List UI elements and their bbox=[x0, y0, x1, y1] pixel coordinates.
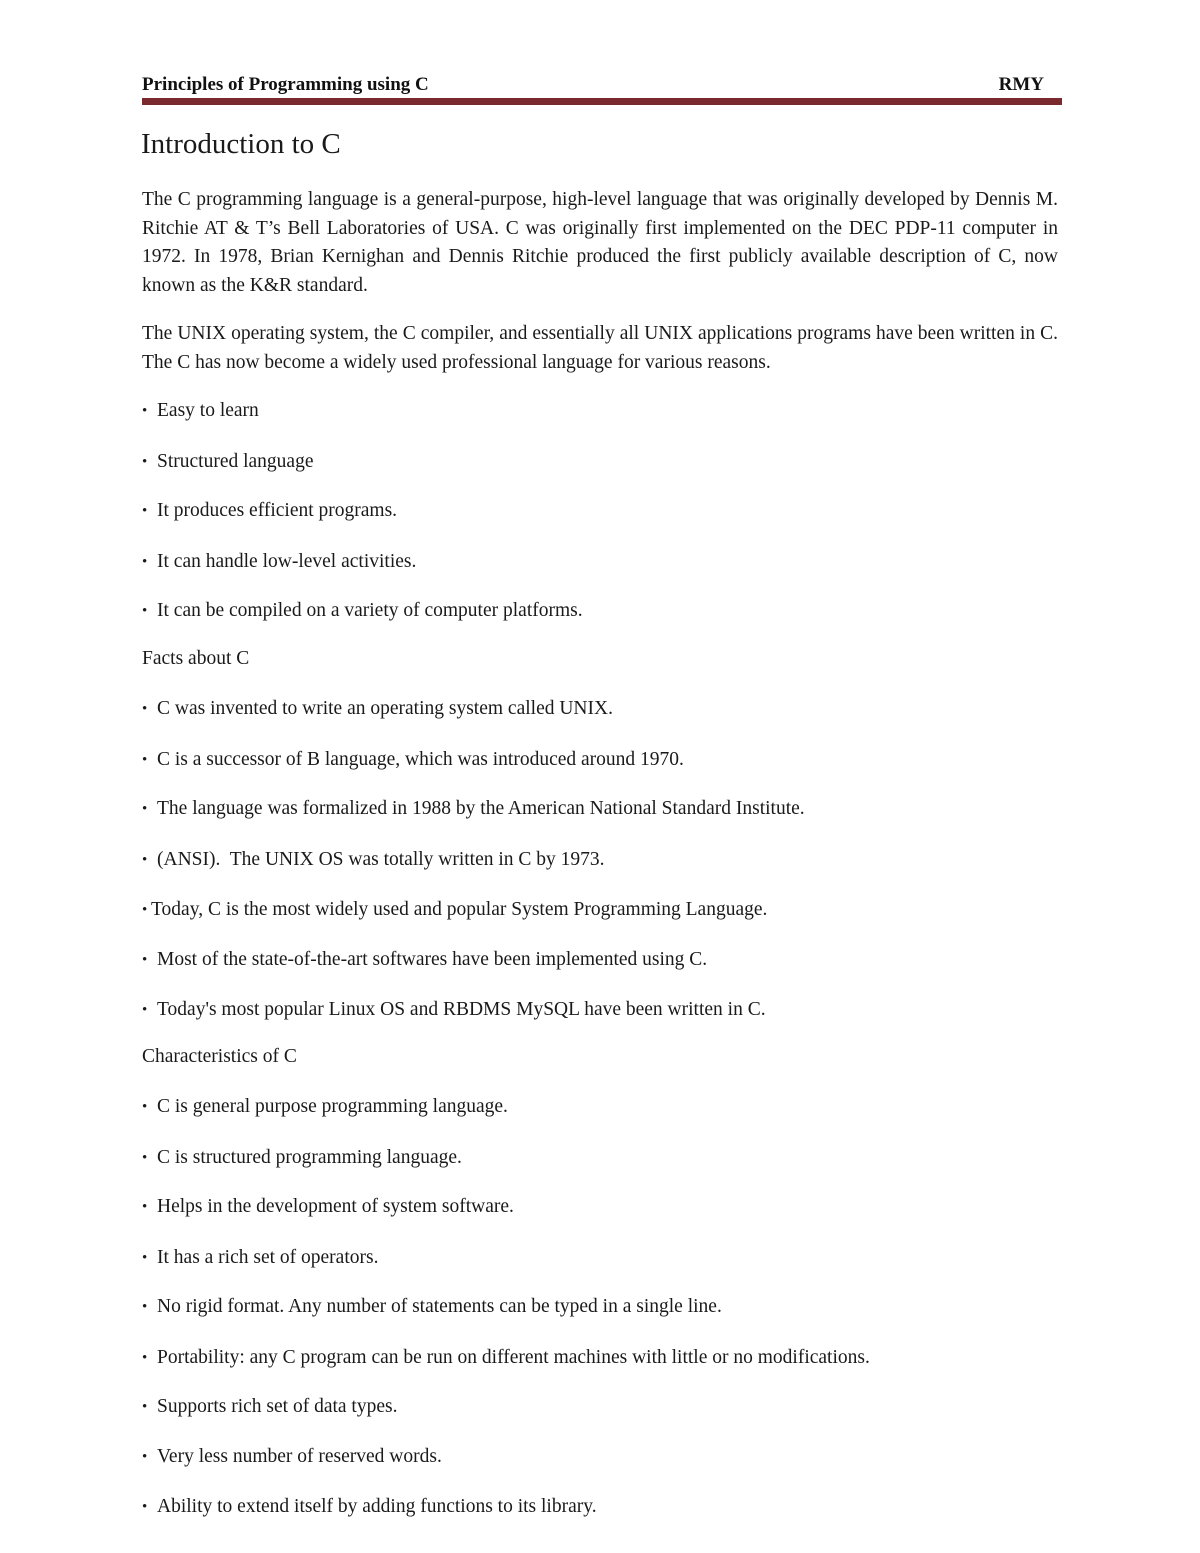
bullet-icon: • bbox=[142, 1250, 148, 1266]
list-item-text: Portability: any C program can be run on different machines with little or no modifications. bbox=[157, 1347, 870, 1368]
list-item bbox=[142, 898, 767, 922]
bullet-icon: • bbox=[142, 1150, 148, 1166]
facts-heading: Facts about C bbox=[142, 648, 250, 669]
list-item-text: Today's most popular Linux OS and RBDMS MySQL have been written in C. bbox=[157, 999, 766, 1020]
list-item bbox=[142, 399, 259, 423]
list-item-text: Very less number of reserved words. bbox=[157, 1446, 442, 1467]
list-item-text: Helps in the development of system software. bbox=[157, 1196, 514, 1217]
list-item bbox=[142, 748, 684, 772]
list-item bbox=[142, 948, 707, 972]
list-item bbox=[142, 797, 805, 821]
list-item-text: Today, C is the most widely used and popular System Programming Language. bbox=[151, 899, 768, 920]
intro-paragraph: The C programming language is a general-purpose, high-level language that was originally developed by Dennis M. Ritchie AT & T’s Bell Laboratories of USA. C was originally first implemented on the DEC PDP-11 computer in 1972. In 1978, Brian Kernighan and Dennis Ritchie produced the first publicly available description of C, now known as the K&R standard. bbox=[142, 189, 1058, 297]
unix-paragraph: The UNIX operating system, the C compiler, and essentially all UNIX applications programs have been written in C. The C has now become a widely used professional language for various reasons. bbox=[142, 323, 1058, 373]
bullet-icon: • bbox=[142, 1449, 148, 1465]
page-header bbox=[142, 72, 1060, 98]
bullet-icon: • bbox=[142, 801, 148, 817]
list-item bbox=[142, 1295, 722, 1319]
bullet-icon: • bbox=[142, 701, 148, 717]
page-title: Introduction to C bbox=[141, 128, 341, 160]
list-item-text: Supports rich set of data types. bbox=[157, 1396, 398, 1417]
bullet-icon: • bbox=[142, 1350, 148, 1366]
list-item bbox=[142, 599, 583, 623]
bullet-icon: • bbox=[142, 403, 148, 419]
list-item-text: It can be compiled on a variety of computer platforms. bbox=[157, 600, 583, 621]
list-item bbox=[142, 998, 766, 1022]
header-initials: RMY bbox=[998, 74, 1044, 95]
list-item-text: Most of the state-of-the-art softwares have been implemented using C. bbox=[157, 949, 708, 970]
bullet-icon: • bbox=[142, 1199, 148, 1215]
list-item bbox=[142, 450, 314, 474]
bullet-icon: • bbox=[142, 952, 148, 968]
list-item-text: Structured language bbox=[157, 451, 314, 472]
list-item bbox=[142, 499, 397, 523]
list-item bbox=[142, 1095, 508, 1119]
list-item bbox=[142, 1445, 442, 1469]
list-item-text: C is a successor of B language, which was introduced around 1970. bbox=[157, 749, 684, 770]
list-item-text: It has a rich set of operators. bbox=[157, 1247, 379, 1268]
list-item bbox=[142, 1395, 397, 1419]
list-item bbox=[142, 1195, 514, 1219]
list-item-text: (ANSI). The UNIX OS was totally written in C by 1973. bbox=[157, 849, 605, 870]
list-item-text: It produces efficient programs. bbox=[157, 500, 398, 521]
header-divider bbox=[142, 98, 1062, 105]
list-item-text: C is general purpose programming language. bbox=[157, 1096, 508, 1117]
list-item-text: C was invented to write an operating system called UNIX. bbox=[157, 698, 613, 719]
bullet-icon: • bbox=[142, 752, 148, 768]
bullet-icon: • bbox=[142, 1499, 148, 1515]
list-item bbox=[142, 697, 613, 721]
header-title: Principles of Programming using C bbox=[142, 74, 429, 95]
bullet-icon: • bbox=[142, 554, 148, 570]
bullet-icon: • bbox=[142, 1099, 148, 1115]
list-item bbox=[142, 1246, 378, 1270]
list-item-text: It can handle low-level activities. bbox=[157, 551, 417, 572]
list-item bbox=[142, 1495, 597, 1519]
bullet-icon: • bbox=[142, 454, 148, 470]
list-item-text: Easy to learn bbox=[157, 400, 259, 421]
list-item-text: No rigid format. Any number of statements can be typed in a single line. bbox=[157, 1296, 722, 1317]
list-item bbox=[142, 550, 416, 574]
list-item-text: Ability to extend itself by adding functions to its library. bbox=[157, 1496, 597, 1517]
bullet-icon: • bbox=[142, 852, 148, 868]
bullet-icon: • bbox=[142, 1002, 148, 1018]
bullet-icon: • bbox=[142, 1299, 148, 1315]
list-item bbox=[142, 848, 605, 872]
list-item bbox=[142, 1346, 870, 1370]
bullet-icon: • bbox=[142, 1399, 148, 1415]
bullet-icon: • bbox=[142, 503, 148, 519]
list-item-text: The language was formalized in 1988 by the American National Standard Institute. bbox=[157, 798, 805, 819]
list-item bbox=[142, 1146, 462, 1170]
bullet-icon: • bbox=[142, 902, 148, 918]
list-item-text: C is structured programming language. bbox=[157, 1147, 462, 1168]
characteristics-heading: Characteristics of C bbox=[142, 1046, 297, 1067]
bullet-icon: • bbox=[142, 603, 148, 619]
